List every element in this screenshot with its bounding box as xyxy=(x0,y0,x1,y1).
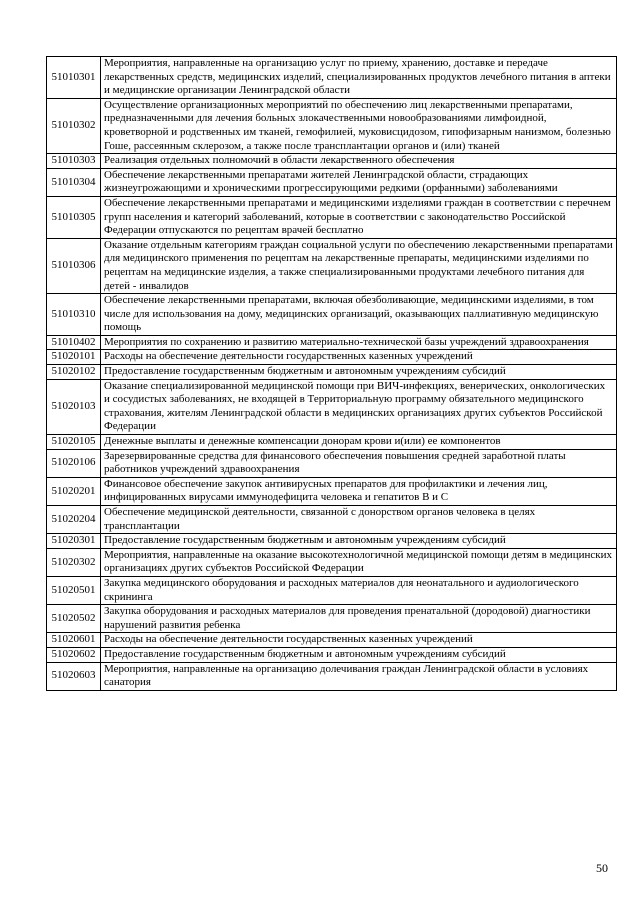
row-code: 51020103 xyxy=(47,379,101,434)
row-code: 51020102 xyxy=(47,365,101,380)
row-description: Обеспечение медицинской деятельности, связанной с донорством органов человека в целях трансплантации xyxy=(101,506,617,534)
row-description: Оказание отдельным категориям граждан социальной услуги по обеспечению лекарственными препаратами для медицинского применения по рецептам на лекарственные препараты, медицинскими изделиями по рецептам на медицинские изделия, а также специализированными продуктами лечебного питания для детей - инвалидов xyxy=(101,238,617,293)
row-description: Денежные выплаты и денежные компенсации донорам крови и(или) ее компонентов xyxy=(101,435,617,450)
row-code: 51020105 xyxy=(47,435,101,450)
row-code: 51020101 xyxy=(47,350,101,365)
row-code: 51010302 xyxy=(47,98,101,153)
row-description: Осуществление организационных мероприятий по обеспечению лиц лекарственными препаратами, предназначенными для лечения больных злокачественными новообразованиями лимфоидной, кроветворной и родственных им тканей, гемофилией, муковисцидозом, гипофизарным нанизмом, болезнью Гоше, рассеянным склерозом, а также после трансплантации органов и (или) тканей xyxy=(101,98,617,153)
row-code: 51010303 xyxy=(47,154,101,169)
row-description: Закупка медицинского оборудования и расходных материалов для неонатального и аудиологического скрининга xyxy=(101,576,617,604)
row-code: 51020204 xyxy=(47,506,101,534)
table-row xyxy=(47,477,617,505)
row-code: 51010305 xyxy=(47,196,101,238)
table-row xyxy=(47,576,617,604)
table-row xyxy=(47,238,617,293)
row-description: Мероприятия, направленные на организацию долечивания граждан Ленинградской области в условиях санатория xyxy=(101,662,617,690)
table-row xyxy=(47,379,617,434)
row-description: Предоставление государственным бюджетным и автономным учреждениям субсидий xyxy=(101,365,617,380)
row-code: 51010402 xyxy=(47,335,101,350)
table-row xyxy=(47,335,617,350)
row-description: Обеспечение лекарственными препаратами, включая обезболивающие, медицинскими изделиями, в том числе для использования на дому, медицинских организаций, оказывающих паллиативную медицинскую помощь xyxy=(101,294,617,336)
row-description: Расходы на обеспечение деятельности государственных казенных учреждений xyxy=(101,633,617,648)
table-row xyxy=(47,662,617,690)
row-description: Обеспечение лекарственными препаратами жителей Ленинградской области, страдающих жизнеугрожающими и хроническими прогрессирующими редкими (орфанными) заболеваниями xyxy=(101,168,617,196)
table-row xyxy=(47,449,617,477)
row-description: Закупка оборудования и расходных материалов для проведения пренатальной (дородовой) диагностики нарушений развития ребенка xyxy=(101,605,617,633)
row-description: Мероприятия, направленные на организацию услуг по приему, хранению, доставке и передаче лекарственных средств, медицинских изделий, специализированных продуктов лечебного питания в аптеки и медицинские организации Ленинградской области xyxy=(101,57,617,99)
row-description: Мероприятия, направленные на оказание высокотехнологичной медицинской помощи детям в медицинских организациях других субъектов Российской Федерации xyxy=(101,548,617,576)
row-description: Расходы на обеспечение деятельности государственных казенных учреждений xyxy=(101,350,617,365)
row-code: 51010301 xyxy=(47,57,101,99)
page-number: 50 xyxy=(596,861,608,875)
row-description: Зарезервированные средства для финансового обеспечения повышения средней заработной платы работников учреждений здравоохранения xyxy=(101,449,617,477)
table-row xyxy=(47,633,617,648)
table-row xyxy=(47,605,617,633)
row-description: Обеспечение лекарственными препаратами и медицинскими изделиями граждан в соответствии с перечнем групп населения и категорий заболеваний, которые в соответствии с законодательство Российской Федерации отпускаются по рецептам врачей бесплатно xyxy=(101,196,617,238)
row-code: 51020201 xyxy=(47,477,101,505)
row-code: 51010304 xyxy=(47,168,101,196)
row-description: Финансовое обеспечение закупок антивирусных препаратов для профилактики и лечения лиц, инфицированных вирусами иммунодефицита человека и гепатитов В и С xyxy=(101,477,617,505)
table-row xyxy=(47,154,617,169)
table-row xyxy=(47,548,617,576)
row-code: 51010310 xyxy=(47,294,101,336)
row-code: 51020501 xyxy=(47,576,101,604)
table-row xyxy=(47,435,617,450)
row-code: 51020602 xyxy=(47,647,101,662)
table-row xyxy=(47,168,617,196)
row-code: 51020302 xyxy=(47,548,101,576)
table-row xyxy=(47,647,617,662)
row-code: 51020601 xyxy=(47,633,101,648)
row-code: 51020502 xyxy=(47,605,101,633)
row-description: Мероприятия по сохранению и развитию материально-технической базы учреждений здравоохранения xyxy=(101,335,617,350)
row-description: Реализация отдельных полномочий в области лекарственного обеспечения xyxy=(101,154,617,169)
budget-codes-table xyxy=(46,56,617,691)
table-row xyxy=(47,294,617,336)
row-code: 51020301 xyxy=(47,534,101,549)
table-row xyxy=(47,350,617,365)
row-code: 51010306 xyxy=(47,238,101,293)
row-code: 51020603 xyxy=(47,662,101,690)
row-description: Предоставление государственным бюджетным и автономным учреждениям субсидий xyxy=(101,534,617,549)
table-row xyxy=(47,98,617,153)
row-code: 51020106 xyxy=(47,449,101,477)
table-row xyxy=(47,196,617,238)
table-row xyxy=(47,534,617,549)
table-row xyxy=(47,57,617,99)
table-row xyxy=(47,506,617,534)
row-description: Предоставление государственным бюджетным и автономным учреждениям субсидий xyxy=(101,647,617,662)
row-description: Оказание специализированной медицинской помощи при ВИЧ-инфекциях, венерических, онкологических и сосудистых заболеваниях, не входящей в Территориальную программу обязательного медицинского страхования, жителям Ленинградской области в медицинских организациях других субъектов Российской Федерации xyxy=(101,379,617,434)
table-row xyxy=(47,365,617,380)
